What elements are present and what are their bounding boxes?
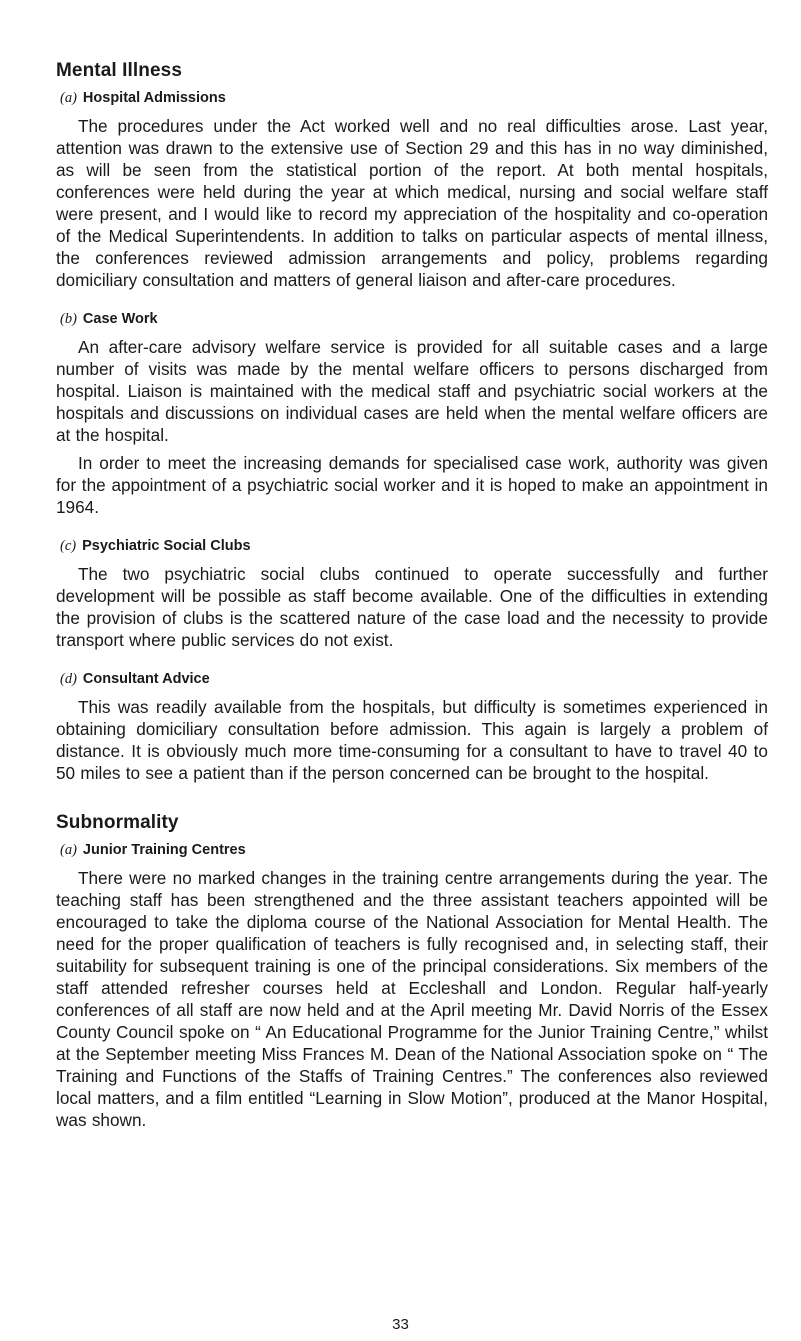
page-number: 33 [392,1316,409,1333]
section-title: Mental Illness [56,60,182,81]
subsection-consultant-advice [56,671,768,784]
paragraph: An after-care advisory welfare service is provided for all suitable cases and a large number of visits was made by the mental welfare officers to persons discharged from hospital. Liaison is maintained with the medical staff and psychiatric social workers at the hospitals and discussions on individual cases are held when the mental welfare officers are at the hospital. [56,337,768,445]
subsection-junior-training-centres [56,842,768,1131]
paragraph: The two psychiatric social clubs continued to operate successfully and further development will be possible as staff become available. One of the difficulties in extending the provision of clubs is the scattered nature of the case load and the necessity to provide transport where public services do not exist. [56,564,768,650]
subsection-heading-text: Consultant Advice [82,671,210,687]
subsection-letter: (a) [60,842,77,858]
section-subnormality [56,812,768,1131]
paragraph: There were no marked changes in the training centre arrangements during the year. The teaching staff has been strengthened and the three assistant teachers appointed will be encouraged to take the diploma course of the National Association for Mental Health. The need for the proper qualification of teachers is fully recognised and, in selecting staff, their suitability for subsequent training is one of the principal considerations. Six members of the staff attended refresher courses held at Eccleshall and London. Regular half-yearly conferences of all staff are now held and at the April meeting Mr. David Norris of the Essex County Council spoke on “ An Educational Programme for the Junior Training Centre,” whilst at the September meeting Miss Frances M. Dean of the National Association spoke on “ The Training and Functions of the Staffs of Training Centres.” The conferences also reviewed local matters, and a film entitled “Learning in Slow Motion”, produced at the Manor Hospital, was shown. [56,868,768,1130]
paragraph: This was readily available from the hospitals, but difficulty is sometimes experienced in obtaining domiciliary consultation before admission. This again is largely a problem of distance. It is obviously much more time-consuming for a consultant to have to travel 40 to 50 miles to see a patient than if the person concerned can be brought to the hospital. [56,697,768,783]
subsection-hospital-admissions [56,90,768,291]
section-mental-illness [56,60,768,784]
subsection-letter: (c) [60,538,77,554]
paragraph: The procedures under the Act worked well and no real difficulties arose. Last year, attention was drawn to the extensive use of Section 29 and this has in no way diminished, as will be seen from the statistical portion of the report. At both mental hospitals, conferences were held during the year at which medical, nursing and social welfare staff were present, and I would like to record my appreciation of the hospitality and co-operation of the Medical Superintendents. In addition to talks on particular aspects of mental illness, the conferences reviewed admission arrangements and policy, problems regarding domiciliary consultation and matters of general liaison and after-care procedures. [56,116,768,290]
subsection-heading [60,671,768,688]
subsection-heading [60,90,768,107]
subsection-heading-text: Psychiatric Social Clubs [82,538,251,554]
subsection-heading-text: Hospital Admissions [82,90,226,106]
paragraph: In order to meet the increasing demands for specialised case work, authority was given for the appointment of a psychiatric social worker and it is hoped to make an appointment in 1964. [56,453,768,517]
subsection-letter: (d) [60,671,77,687]
document-page [56,60,768,1137]
subsection-heading-text: Case Work [82,311,158,327]
subsection-heading-text: Junior Training Centres [82,842,246,858]
subsection-psychiatric-social-clubs [56,538,768,651]
subsection-heading [60,538,768,555]
subsection-letter: (b) [60,311,77,327]
subsection-heading [60,842,768,859]
subsection-heading [60,311,768,328]
section-title: Subnormality [56,812,179,833]
subsection-letter: (a) [60,90,77,106]
subsection-case-work [56,311,768,518]
